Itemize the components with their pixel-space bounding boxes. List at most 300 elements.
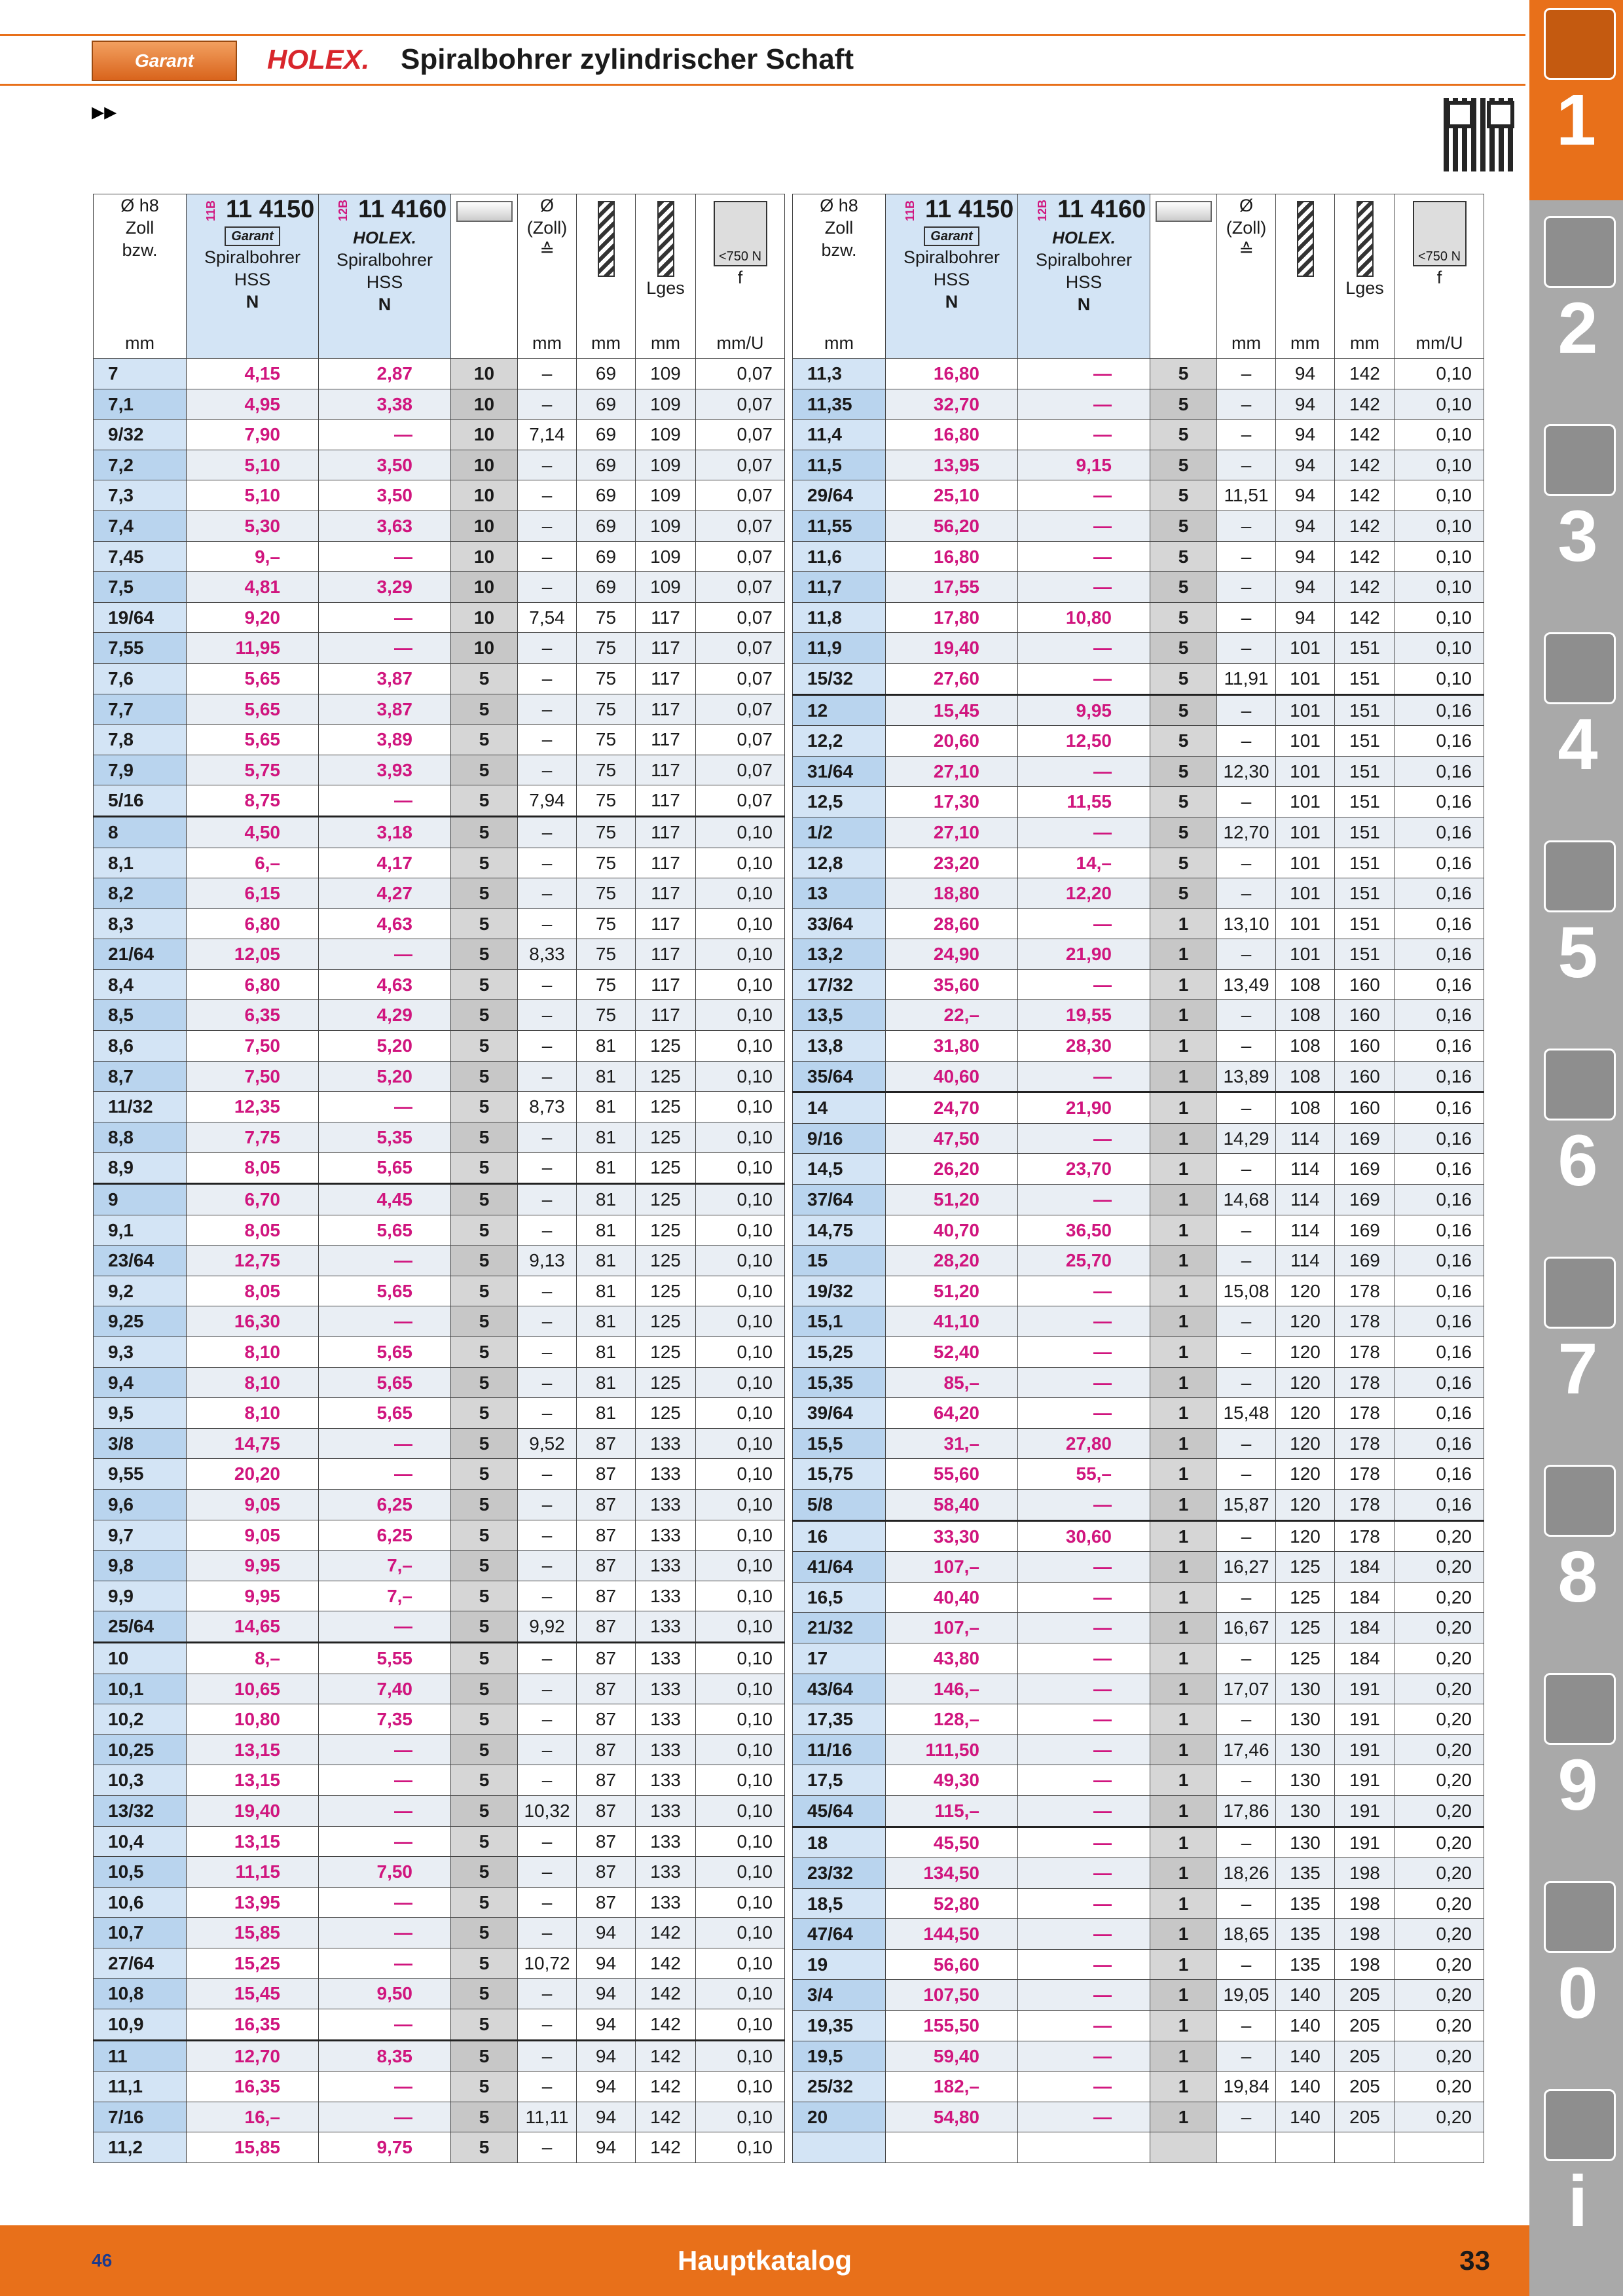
price-114160-cell: 5,65 [319,1398,451,1429]
feed-cell: 0,16 [1395,1398,1484,1429]
total-length-icon [657,201,674,277]
pack-qty-cell: 1 [1150,1123,1217,1154]
l1-cell: 94 [1276,511,1335,541]
pack-qty-cell: 5 [451,694,518,725]
price-114150-cell: 8,05 [187,1276,319,1306]
diameter-cell: 11,8 [793,602,886,633]
price-114160-cell: 3,29 [319,572,451,603]
diameter-cell: 7,8 [94,725,187,755]
zoll-mm-cell: 18,26 [1217,1858,1276,1889]
pack-qty-cell: 10 [451,541,518,572]
table-row [793,602,1484,633]
price-114160-cell: — [1018,389,1150,420]
table-row [793,908,1484,939]
pack-qty-cell: 1 [1150,1154,1217,1185]
l1-cell: 69 [577,420,636,450]
feed-cell: 0,16 [1395,694,1484,726]
zoll-mm-cell: 14,68 [1217,1185,1276,1215]
lges-cell: 133 [636,1428,696,1459]
price-114160-cell: 8,35 [319,2040,451,2072]
pack-qty-cell: 5 [451,1306,518,1337]
price-114150-cell: 13,95 [187,1887,319,1918]
zoll-mm-cell: – [518,480,577,511]
l1-cell: 81 [577,1153,636,1184]
feed-cell: 0,10 [696,1674,785,1704]
zoll-mm-cell: 16,67 [1217,1613,1276,1643]
pack-qty-cell: 1 [1150,2011,1217,2041]
zoll-mm-cell: 10,72 [518,1948,577,1979]
feed-cell: 0,10 [1395,541,1484,572]
diameter-cell: 19/32 [793,1276,886,1306]
lges-cell: 142 [1335,541,1395,572]
diameter-cell: 11,7 [793,572,886,603]
feed-cell: 0,10 [696,878,785,909]
pack-qty-cell: 5 [1150,756,1217,787]
lges-cell: 117 [636,939,696,970]
price-114160-cell: — [1018,2041,1150,2072]
zoll-mm-cell: 15,48 [1217,1398,1276,1429]
table-row [793,848,1484,878]
price-114150-cell: 13,95 [886,450,1018,480]
sidebar-tab-3[interactable] [1539,416,1617,617]
diameter-cell: 3/4 [793,1980,886,2011]
table-row [793,1704,1484,1735]
diameter-cell: 17/32 [793,969,886,1000]
zoll-mm-cell: – [518,1276,577,1306]
price-114150-cell: 47,50 [886,1123,1018,1154]
feed-cell: 0,07 [696,450,785,480]
price-114150-cell: 6,80 [187,908,319,939]
pack-qty-cell: 5 [451,1215,518,1246]
price-114150-cell: 16,80 [886,541,1018,572]
pack-qty-cell: 5 [451,1674,518,1704]
price-114160-cell: — [1018,817,1150,848]
feed-cell: 0,20 [1395,1520,1484,1552]
price-114150-cell: 11,15 [187,1857,319,1888]
lges-cell: 117 [636,908,696,939]
pack-qty-cell: 1 [1150,2102,1217,2132]
price-114160-cell: 7,– [319,1581,451,1611]
sidebar-tab-9[interactable] [1539,1665,1617,1865]
pack-qty-cell: 5 [1150,450,1217,480]
price-114160-cell: — [1018,1489,1150,1520]
table-row [94,725,785,755]
diameter-cell: 10,2 [94,1704,187,1735]
continue-arrows-icon[interactable]: ▸▸ [92,98,117,126]
table-row [793,1246,1484,1276]
feed-cell: 0,16 [1395,1123,1484,1154]
diameter-cell: 8,3 [94,908,187,939]
col-lges: Lges mm [1335,194,1395,359]
diameter-cell: 11/16 [793,1734,886,1765]
table-row [793,1000,1484,1031]
price-114160-cell: 55,– [1018,1459,1150,1490]
table-row [94,1857,785,1888]
flute-length-icon [1297,201,1314,277]
l1-cell: 130 [1276,1827,1335,1858]
zoll-mm-cell: 10,32 [518,1795,577,1826]
garant-logo: Garant [92,41,237,81]
price-114160-cell [1018,2132,1150,2163]
pack-qty-cell: 5 [451,878,518,909]
diameter-cell: 25/64 [94,1611,187,1643]
l1-cell: 101 [1276,817,1335,848]
pack-qty-cell: 5 [451,848,518,878]
lges-cell: 117 [636,602,696,633]
sidebar-tab-6[interactable] [1539,1041,1617,1241]
pack-qty-cell: 5 [1150,726,1217,757]
price-114150-cell: 40,60 [886,1061,1018,1092]
l1-cell: 81 [577,1215,636,1246]
l1-cell: 120 [1276,1428,1335,1459]
price-114160-cell: — [1018,359,1150,389]
pack-qty-cell: 1 [1150,1827,1217,1858]
table-row [94,1948,785,1979]
feed-cell: 0,10 [696,1276,785,1306]
sidebar-tab-i[interactable] [1539,2081,1617,2282]
pack-qty-cell: 5 [1150,817,1217,848]
diameter-cell: 17,35 [793,1704,886,1735]
diameter-cell: 8,7 [94,1061,187,1092]
lges-cell: 184 [1335,1552,1395,1583]
feed-cell: 0,20 [1395,1827,1484,1858]
col-l1: mm [577,194,636,359]
lges-cell: 178 [1335,1276,1395,1306]
feed-cell: 0,10 [696,1122,785,1153]
table-row [94,1551,785,1581]
feed-cell: 0,10 [696,1092,785,1122]
feed-cell: 0,07 [696,633,785,664]
lges-cell: 191 [1335,1674,1395,1704]
diameter-cell: 45/64 [793,1795,886,1827]
lges-cell: 125 [636,1031,696,1062]
price-114150-cell: 8,10 [187,1337,319,1368]
diameter-cell: 9,3 [94,1337,187,1368]
diameter-cell: 5/8 [793,1489,886,1520]
table-row [94,1887,785,1918]
price-114150-cell: 41,10 [886,1306,1018,1337]
price-114150-cell: 5,65 [187,725,319,755]
sidebar-tab-8[interactable] [1539,1457,1617,1657]
table-row [94,878,785,909]
diameter-cell: 11,2 [94,2132,187,2163]
table-row [793,541,1484,572]
zoll-mm-cell: – [518,2040,577,2072]
lges-cell: 109 [636,511,696,541]
pack-qty-cell: 5 [1150,694,1217,726]
workbench-icon [1544,1465,1616,1537]
price-114160-cell: — [319,2102,451,2132]
reference-number: 46 [92,2250,113,2270]
feed-cell: 0,20 [1395,1858,1484,1889]
lges-cell: 205 [1335,2102,1395,2132]
zoll-mm-cell: – [518,1337,577,1368]
pack-qty-cell: 10 [451,511,518,541]
zoll-mm-cell: – [1217,848,1276,878]
l1-cell: 130 [1276,1674,1335,1704]
lges-cell: 133 [636,1887,696,1918]
lges-cell: 178 [1335,1337,1395,1368]
diameter-cell: 9,5 [94,1398,187,1429]
diameter-cell: 10 [94,1642,187,1674]
pack-qty-cell: 5 [451,1459,518,1490]
price-114150-cell: 32,70 [886,389,1018,420]
lges-cell: 178 [1335,1398,1395,1429]
price-114160-cell: — [319,1246,451,1276]
price-114150-cell: 107,50 [886,1980,1018,2011]
price-114160-cell: — [1018,2011,1150,2041]
zoll-mm-cell: 17,86 [1217,1795,1276,1827]
price-114150-cell: 14,65 [187,1611,319,1643]
price-114150-cell: 4,50 [187,816,319,848]
zoll-mm-cell: 13,10 [1217,908,1276,939]
pack-qty-cell: 1 [1150,1185,1217,1215]
lges-cell: 125 [636,1122,696,1153]
price-114150-cell: 18,80 [886,878,1018,909]
zoll-mm-cell: – [518,1367,577,1398]
l1-cell: 81 [577,1367,636,1398]
zoll-mm-cell: – [518,389,577,420]
price-114150-cell: 11,95 [187,633,319,664]
zoll-mm-cell: – [518,1306,577,1337]
table-row [94,1276,785,1306]
price-114160-cell: 25,70 [1018,1246,1150,1276]
feed-cell: 0,10 [696,1611,785,1643]
zoll-mm-cell: 8,33 [518,939,577,970]
feed-cell: 0,10 [696,1246,785,1276]
lges-cell: 142 [1335,572,1395,603]
price-114160-cell: — [1018,572,1150,603]
table-row [94,572,785,603]
l1-cell: 114 [1276,1246,1335,1276]
price-114150-cell [886,2132,1018,2163]
feed-cell: 0,20 [1395,1643,1484,1674]
zoll-mm-cell: – [1217,541,1276,572]
table-row [94,541,785,572]
price-114150-cell: 15,85 [187,1918,319,1948]
zoll-mm-cell: – [518,755,577,785]
pack-qty-cell: 10 [451,389,518,420]
lges-cell: 142 [636,1948,696,1979]
lges-cell: 151 [1335,848,1395,878]
lges-cell: 125 [636,1398,696,1429]
lges-cell: 109 [636,420,696,450]
holex-logo: HOLEX. [1052,228,1116,248]
lges-cell: 117 [636,725,696,755]
zoll-mm-cell: – [518,633,577,664]
table-row [94,1459,785,1490]
sidebar-tab-7[interactable] [1539,1249,1617,1449]
diameter-cell: 19 [793,1949,886,1980]
pack-qty-cell: 1 [1150,2041,1217,2072]
sidebar-tab-0[interactable] [1539,1873,1617,2073]
pack-qty-cell: 1 [1150,1858,1217,1889]
price-114150-cell: 19,40 [886,633,1018,664]
price-114150-cell: 51,20 [886,1276,1018,1306]
pack-qty-cell: 1 [1150,1582,1217,1613]
zoll-mm-cell: 14,29 [1217,1123,1276,1154]
price-114160-cell: 3,87 [319,694,451,725]
pack-qty-cell: 5 [451,1061,518,1092]
pack-qty-cell: 5 [451,1276,518,1306]
feed-cell: 0,10 [696,969,785,1000]
feed-cell: 0,10 [696,1398,785,1429]
zoll-mm-cell: – [1217,359,1276,389]
l1-cell: 114 [1276,1123,1335,1154]
zoll-mm-cell: – [518,1887,577,1918]
table-row [94,663,785,694]
l1-cell: 87 [577,1642,636,1674]
feed-cell: 0,10 [696,2072,785,2102]
zoll-mm-cell: – [1217,633,1276,664]
l1-cell: 81 [577,1122,636,1153]
diameter-cell: 9,7 [94,1520,187,1551]
drill-icon [1544,8,1616,80]
price-114150-cell: 134,50 [886,1858,1018,1889]
feed-cell: 0,16 [1395,1489,1484,1520]
price-114160-cell: 7,40 [319,1674,451,1704]
price-114150-cell: 7,50 [187,1061,319,1092]
feed-cell: 0,10 [696,1153,785,1184]
diameter-cell: 10,5 [94,1857,187,1888]
diameter-cell: 13 [793,878,886,909]
zoll-mm-cell: 19,84 [1217,2072,1276,2102]
lges-cell: 184 [1335,1643,1395,1674]
l1-cell: 125 [1276,1643,1335,1674]
sidebar-tab-1[interactable] [1529,0,1623,200]
lges-cell: 151 [1335,663,1395,694]
feed-cell: 0,10 [1395,359,1484,389]
table-row [793,450,1484,480]
diameter-cell: 19/64 [94,602,187,633]
l1-cell: 75 [577,663,636,694]
price-114150-cell: 23,20 [886,848,1018,878]
diameter-cell: 23/32 [793,1858,886,1889]
zoll-mm-cell: 11,11 [518,2102,577,2132]
price-114160-cell: — [1018,511,1150,541]
diameter-cell: 7,9 [94,755,187,785]
price-114160-cell: 9,95 [1018,694,1150,726]
zoll-mm-cell: 9,13 [518,1246,577,1276]
qr-code-icon[interactable] [1444,98,1517,171]
col-lges: Lges mm [636,194,696,359]
pack-qty-cell: 5 [451,1092,518,1122]
lges-cell: 169 [1335,1215,1395,1246]
price-114160-cell: 5,65 [319,1367,451,1398]
l1-cell: 135 [1276,1858,1335,1889]
lges-cell: 133 [636,1734,696,1765]
table-row [94,1367,785,1398]
price-114160-cell: 2,87 [319,359,451,389]
l1-cell: 87 [577,1459,636,1490]
table-row [793,1306,1484,1337]
price-114160-cell: — [1018,1827,1150,1858]
diameter-cell: 17 [793,1643,886,1674]
feed-cell: 0,10 [696,1734,785,1765]
sidebar-tab-number: 8 [1558,1537,1598,1617]
zoll-mm-cell: – [518,1398,577,1429]
price-114160-cell: — [1018,633,1150,664]
pack-qty-cell: 1 [1150,1489,1217,1520]
diameter-cell: 8,2 [94,878,187,909]
pack-qty-cell: 5 [451,1734,518,1765]
table-row [793,663,1484,694]
feed-cell: 0,16 [1395,1000,1484,1031]
zoll-mm-cell: – [1217,511,1276,541]
lges-cell: 133 [636,1459,696,1490]
zoll-mm-cell: – [518,1857,577,1888]
pack-qty-cell: 5 [451,755,518,785]
feed-cell: 0,20 [1395,1949,1484,1980]
zoll-mm-cell: – [518,1215,577,1246]
price-114160-cell: — [319,1428,451,1459]
zoll-mm-cell: – [1217,939,1276,970]
price-114150-cell: 107,– [886,1613,1018,1643]
diameter-cell: 19,35 [793,2011,886,2041]
lges-cell: 151 [1335,878,1395,909]
zoll-mm-cell: – [1217,1367,1276,1398]
price-114160-cell: 7,– [319,1551,451,1581]
l1-cell: 87 [577,1857,636,1888]
zoll-mm-cell: – [518,1184,577,1215]
sidebar-tab-5[interactable] [1539,833,1617,1033]
price-114160-cell: — [1018,1704,1150,1735]
zoll-mm-cell: – [518,1765,577,1796]
feed-cell: 0,10 [696,2102,785,2132]
price-114150-cell: 5,65 [187,694,319,725]
price-114160-cell: — [319,1734,451,1765]
lges-cell: 198 [1335,1888,1395,1919]
diameter-cell: 15,75 [793,1459,886,1490]
table-row [94,1520,785,1551]
zoll-mm-cell: 12,30 [1217,756,1276,787]
zoll-mm-cell: – [1217,1643,1276,1674]
feed-cell: 0,20 [1395,1552,1484,1583]
sidebar-tab-2[interactable] [1539,208,1617,408]
table-row [94,1306,785,1337]
pack-qty-cell: 5 [451,1948,518,1979]
table-row [94,1795,785,1826]
diameter-cell: 7,7 [94,694,187,725]
col-zoll: Ø (Zoll) ≙ mm [518,194,577,359]
zoll-mm-cell: 17,46 [1217,1734,1276,1765]
table-row [94,1489,785,1520]
diameter-cell: 9,2 [94,1276,187,1306]
l1-cell: 75 [577,785,636,817]
diameter-cell: 15/32 [793,663,886,694]
l1-cell: 101 [1276,848,1335,878]
diameter-cell: 8,6 [94,1031,187,1062]
sidebar-tab-4[interactable] [1539,624,1617,825]
price-114150-cell: 15,85 [187,2132,319,2163]
price-114160-cell: — [319,1795,451,1826]
price-114160-cell: — [319,2072,451,2102]
pack-qty-cell: 5 [1150,633,1217,664]
col-pack-qty [451,194,518,359]
pack-qty-cell: 1 [1150,1704,1217,1735]
price-114150-cell: 64,20 [886,1398,1018,1429]
table-row [793,1215,1484,1246]
price-114160-cell: 14,– [1018,848,1150,878]
lges-cell: 169 [1335,1154,1395,1185]
lges-cell: 125 [636,1215,696,1246]
l1-cell: 108 [1276,1092,1335,1124]
price-114150-cell: 6,35 [187,1000,319,1031]
price-114150-cell: 182,– [886,2072,1018,2102]
price-114160-cell: 3,18 [319,816,451,848]
price-114150-cell: 8,05 [187,1153,319,1184]
lges-cell: 142 [636,2132,696,2163]
